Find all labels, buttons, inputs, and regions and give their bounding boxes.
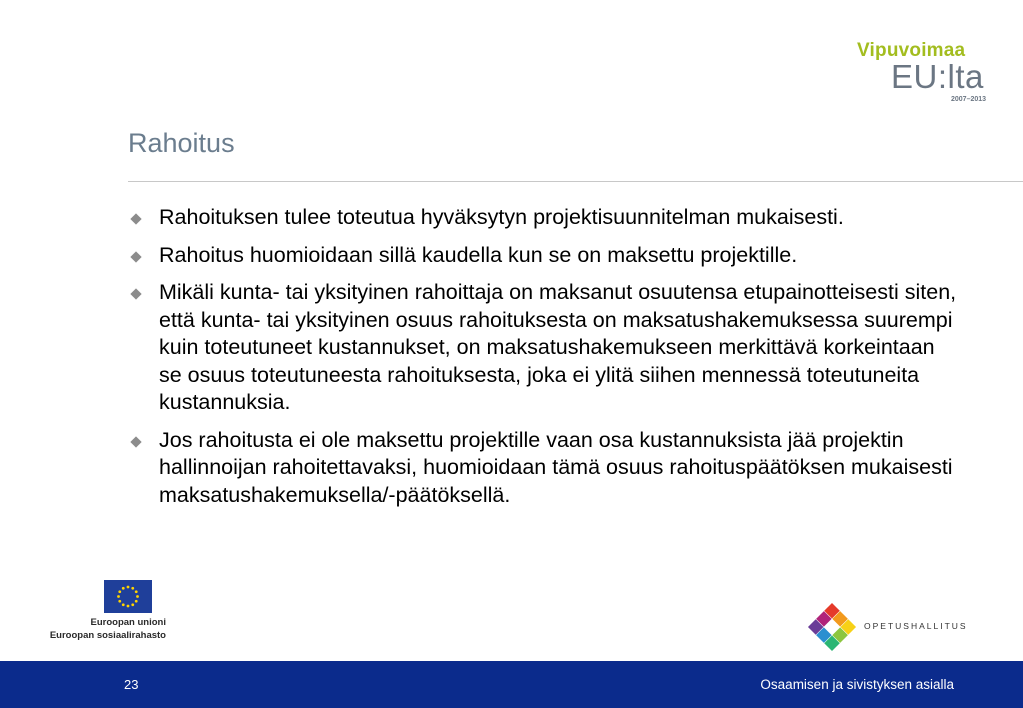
diamond-bullet-icon bbox=[130, 251, 141, 262]
bullet-item bbox=[128, 204, 958, 232]
bullet-text: Rahoitus huomioidaan sillä kaudella kun se on maksettu projektille. bbox=[159, 242, 798, 267]
bullet-text: Jos rahoitusta ei ole maksettu projektille vaan osa kustannuksista jää projektin hallinnoijan rahoitettavaksi, huomioidaan tämä osuus rahoituspäätöksen mukaisesti maksatushakemuksella/-päätöksellä. bbox=[159, 427, 953, 507]
eu-caption-line-1: Euroopan unioni bbox=[90, 617, 166, 628]
footer-slogan: Osaamisen ja sivistyksen asialla bbox=[760, 677, 954, 692]
diamond-bullet-icon bbox=[130, 288, 141, 299]
vipuvoimaa-logo bbox=[853, 40, 993, 108]
logo-line-2: EU:lta bbox=[891, 58, 984, 95]
logo-line-1: Vipuvoimaa bbox=[857, 40, 966, 61]
opetushallitus-label: OPETUSHALLITUS bbox=[864, 621, 968, 631]
eu-flag-icon bbox=[104, 580, 152, 613]
page-number: 23 bbox=[124, 677, 139, 692]
opetushallitus-emblem-icon bbox=[806, 601, 858, 653]
bullet-item bbox=[128, 242, 958, 270]
diamond-bullet-icon bbox=[130, 436, 141, 447]
logo-line-3: 2007–2013 bbox=[951, 96, 987, 103]
eu-caption-line-2: Euroopan sosiaalirahasto bbox=[49, 630, 166, 641]
bullet-item bbox=[128, 427, 958, 510]
title-divider bbox=[128, 181, 1023, 182]
diamond-bullet-icon bbox=[130, 213, 141, 224]
bullet-text: Rahoituksen tulee toteutua hyväksytyn projektisuunnitelman mukaisesti. bbox=[159, 205, 844, 229]
bullet-list bbox=[128, 204, 958, 519]
footer-bar bbox=[0, 661, 1023, 708]
eu-caption bbox=[44, 616, 166, 642]
opetushallitus-logo bbox=[806, 601, 966, 653]
bullet-item bbox=[128, 279, 958, 417]
slide-title: Rahoitus bbox=[128, 128, 235, 158]
bullet-text: Mikäli kunta- tai yksityinen rahoittaja on maksanut osuutensa etupainotteisesti siten, että kunta- tai yksityinen osuus rahoituksesta on maksatushakemuksessa suurempi kuin toteutuneet kustannukset, on maksatushakemukseen merkittävä korkeintaan se osuus toteutuneesta rahoituksesta, joka ei ylitä siihen mennessä toteutuneita kustannuksia. bbox=[159, 280, 957, 414]
